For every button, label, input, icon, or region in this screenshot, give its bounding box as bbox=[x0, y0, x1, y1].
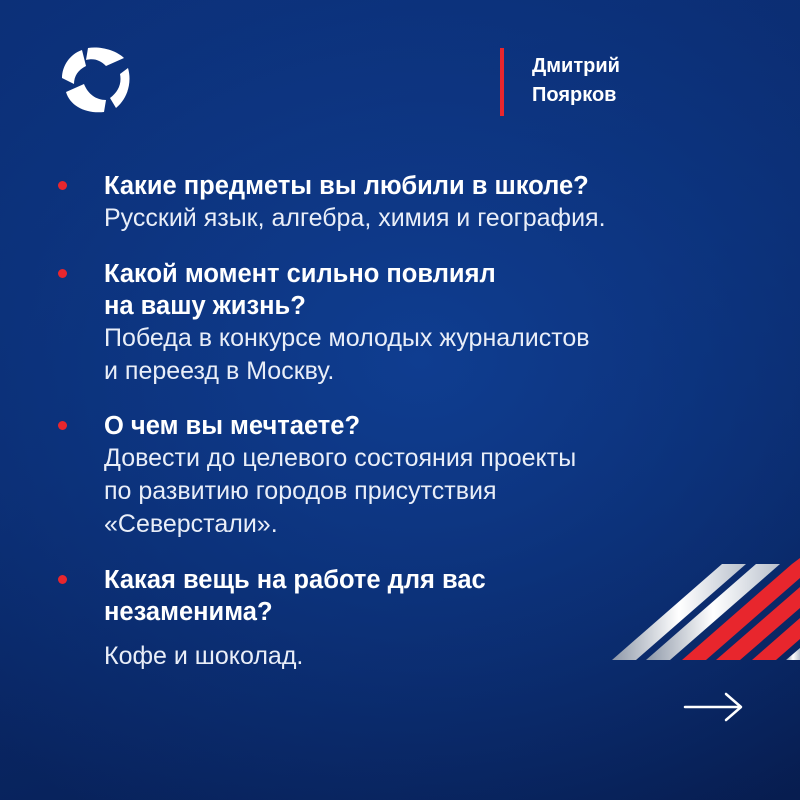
answer-line: «Северстали». bbox=[104, 510, 278, 538]
question-line: Какие предметы вы любили в школе? bbox=[104, 172, 589, 200]
arrow-right-icon[interactable] bbox=[682, 690, 746, 724]
question-line: незаменима? bbox=[104, 598, 273, 626]
red-bullet-icon bbox=[58, 181, 67, 190]
question-text bbox=[104, 564, 486, 628]
question-text bbox=[104, 410, 576, 442]
author-first-name: Дмитрий bbox=[532, 55, 620, 77]
author-name-block bbox=[500, 48, 620, 116]
question-line: О чем вы мечтаете? bbox=[104, 412, 361, 440]
stripe-silver bbox=[786, 648, 800, 660]
red-bullet-icon bbox=[58, 421, 67, 430]
answer-text bbox=[104, 640, 486, 673]
red-divider bbox=[500, 48, 504, 116]
answer-text bbox=[104, 322, 590, 388]
decorative-stripes bbox=[600, 550, 800, 670]
answer-line: Победа в конкурсе молодых журналистов bbox=[104, 324, 590, 352]
answer-line: и переезд в Москву. bbox=[104, 357, 335, 385]
red-bullet-icon bbox=[58, 269, 67, 278]
qa-item bbox=[58, 258, 590, 388]
answer-line: Довести до целевого состояния проекты bbox=[104, 444, 577, 472]
question-line: Какой момент сильно повлиял bbox=[104, 260, 496, 288]
answer-text bbox=[104, 442, 576, 541]
answer-line: Русский язык, алгебра, химия и география. bbox=[104, 204, 606, 232]
qa-item bbox=[58, 410, 576, 541]
answer-line: Кофе и шоколад. bbox=[104, 642, 304, 670]
author-last-name: Поярков bbox=[532, 84, 617, 106]
question-text bbox=[104, 258, 590, 322]
severstal-logo-icon bbox=[56, 44, 130, 114]
answer-text bbox=[104, 202, 606, 235]
question-line: на вашу жизнь? bbox=[104, 292, 306, 320]
qa-item bbox=[58, 564, 486, 673]
answer-line: по развитию городов присутствия bbox=[104, 477, 497, 505]
red-bullet-icon bbox=[58, 575, 67, 584]
qa-item bbox=[58, 170, 606, 235]
question-text bbox=[104, 170, 606, 202]
question-line: Какая вещь на работе для вас bbox=[104, 566, 486, 594]
author-name bbox=[532, 52, 620, 116]
